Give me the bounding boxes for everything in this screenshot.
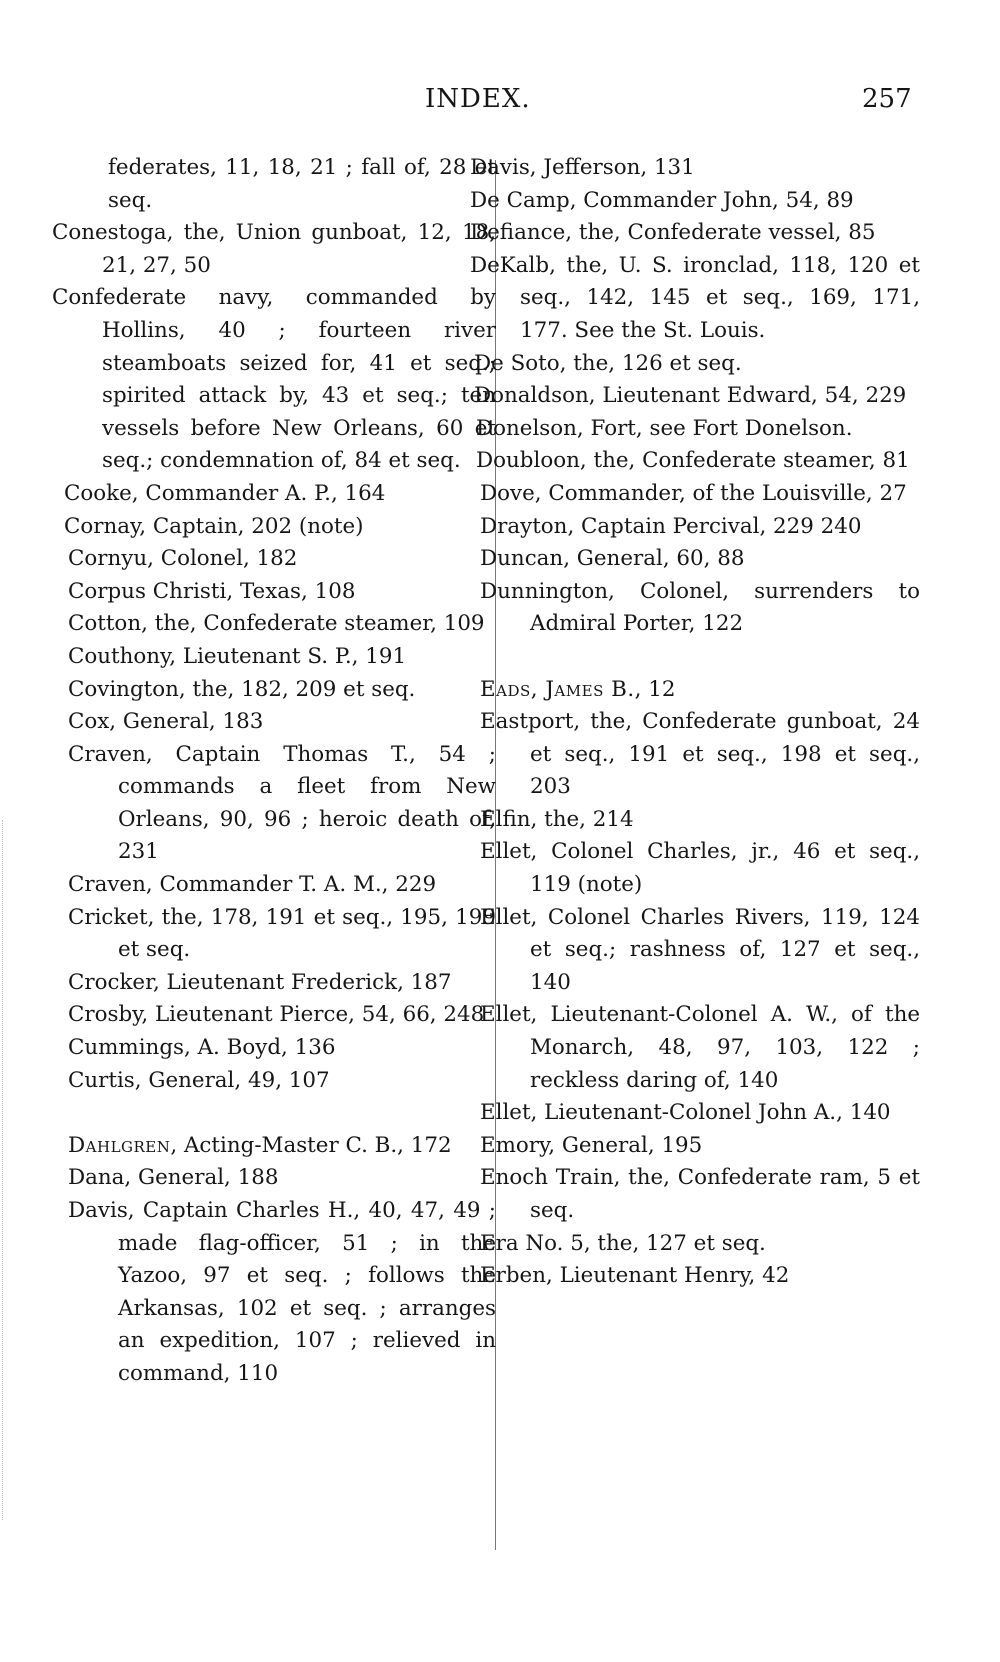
index-entry: Confederate navy, commanded by Hollins, 40 ; fourteen river steamboats seized for, 41 et seq.; spirited attack by, 43 et seq.; ten vessels before New Orleans, 60 et seq.; condemnation of, 84 et seq. [52,285,496,474]
index-entry: Dana, General, 188 [68,1165,279,1191]
index-entry: Defiance, the, Confederate vessel, 85 [470,220,876,246]
running-head: INDEX. [425,84,531,114]
index-entry: Enoch Train, the, Confederate ram, 5 et seq. [480,1165,920,1223]
page-number: 257 [862,84,912,114]
scan-edge-marks [2,820,7,1520]
index-entry: Doubloon, the, Confederate steamer, 81 [476,448,910,474]
index-entry: Eads, James B., 12 [480,676,676,702]
index-entry: Drayton, Captain Percival, 229 240 [480,513,862,539]
index-entry: Davis, Jefferson, 131 [470,155,695,180]
index-entry: Crosby, Lieutenant Pierce, 54, 66, 248 [68,1002,485,1028]
letter-section-gap [58,1097,496,1130]
index-entry: Ellet, Lieutenant-Colonel A. W., of the Monarch, 48, 97, 103, 122 ; reckless daring of, 140 [480,1002,920,1093]
index-entry: De Soto, the, 126 et seq. [474,350,742,376]
index-entry: Covington, the, 182, 209 et seq. [68,676,416,702]
left-column [52,152,496,1391]
section-lead-word: Eads, James B. [480,676,635,702]
index-entry: federates, 11, 18, 21 ; fall of, 28 et seq. [108,155,496,213]
index-entry: Dove, Commander, of the Louisville, 27 [480,480,907,506]
index-entry: Cooke, Commander A. P., 164 [64,480,386,506]
right-column [470,152,920,1293]
index-entry: Crocker, Lieutenant Frederick, 187 [68,969,452,995]
index-entry: Conestoga, the, Union gunboat, 12, 18, 21, 27, 50 [52,220,496,278]
letter-section-gap [500,641,920,674]
index-entry: Erben, Lieutenant Henry, 42 [480,1263,790,1289]
index-entry: Ellet, Colonel Charles, jr., 46 et seq., 119 (note) [480,839,920,898]
index-entry: Cummings, A. Boyd, 136 [68,1035,336,1061]
index-entry: Craven, Captain Thomas T., 54 ; commands a fleet from New Orleans, 90, 96 ; heroic death of, 231 [68,741,496,865]
index-entry: Corpus Christi, Texas, 108 [68,578,356,604]
index-entry: Cox, General, 183 [68,709,264,735]
index-entry: Ellet, Lieutenant-Colonel John A., 140 [480,1100,891,1126]
index-entry: Davis, Captain Charles H., 40, 47, 49 ; made flag-officer, 51 ; in the Yazoo, 97 et seq. ; follows the Arkansas, 102 et seq. ; arranges an expedition, 107 ; relieved in command, 110 [68,1198,496,1386]
index-entry: Duncan, General, 60, 88 [480,546,745,572]
index-entry: Emory, General, 195 [480,1132,703,1158]
index-entry: Curtis, General, 49, 107 [68,1067,330,1093]
index-entry: Era No. 5, the, 127 et seq. [480,1230,766,1256]
index-entry: Donelson, Fort, see Fort Donelson. [476,415,853,441]
index-entry: DeKalb, the, U. S. ironclad, 118, 120 et seq., 142, 145 et seq., 169, 171, 177. See the St. Louis. [470,252,920,343]
section-lead-word: Dahlgren [68,1132,171,1158]
index-entry: Elfin, the, 214 [480,806,634,832]
index-entry: Ellet, Colonel Charles Rivers, 119, 124 et seq.; rashness of, 127 et seq., 140 [480,904,920,995]
index-entry: Donaldson, Lieutenant Edward, 54, 229 [474,383,907,409]
index-entry: Cornyu, Colonel, 182 [68,546,298,572]
index-entry: Eastport, the, Confederate gunboat, 24 et seq., 191 et seq., 198 et seq., 203 [480,709,920,800]
index-entry: Craven, Commander T. A. M., 229 [68,872,437,898]
index-entry: Dunnington, Colonel, surrenders to Admiral Porter, 122 [480,578,920,637]
index-entry: De Camp, Commander John, 54, 89 [470,187,854,213]
index-entry: Cornay, Captain, 202 (note) [64,513,364,539]
index-entry: Cricket, the, 178, 191 et seq., 195, 199 et seq. [68,904,496,963]
index-entry: Dahlgren, Acting-Master C. B., 172 [68,1132,452,1158]
index-entry: Cotton, the, Confederate steamer, 109 [68,611,485,637]
index-entry: Couthony, Lieutenant S. P., 191 [68,643,407,669]
